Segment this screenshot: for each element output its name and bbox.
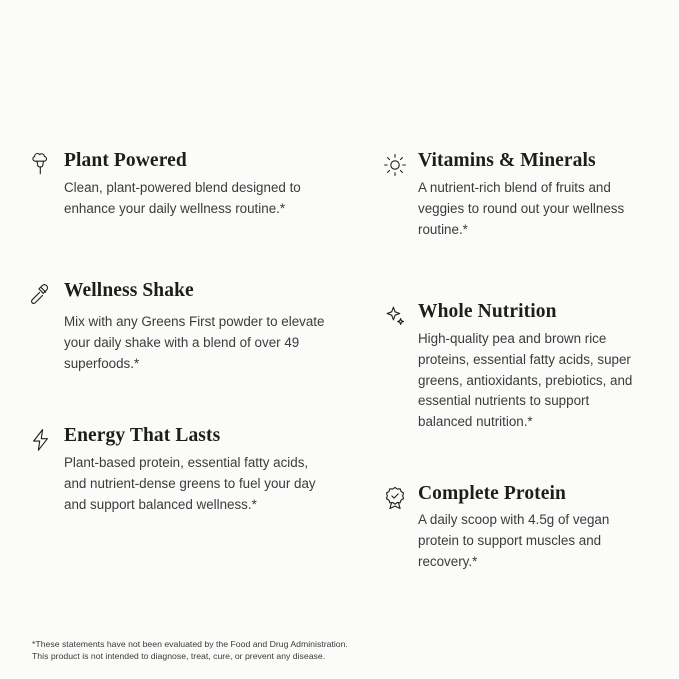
disclaimer-line-1: *These statements have not been evaluated by the Food and Drug Administration. [32, 638, 348, 649]
feature-complete-protein [382, 483, 645, 573]
feature-plant-powered [28, 150, 354, 220]
feature-title: Whole Nutrition [418, 300, 557, 322]
feature-body [64, 425, 354, 516]
feature-title: Energy That Lasts [64, 424, 221, 446]
features-column-left [28, 150, 354, 607]
disclaimer-line-2: This product is not intended to diagnose, treat, cure, or prevent any disease. [32, 651, 326, 662]
feature-title: Wellness Shake [64, 279, 194, 301]
sparkle-icon [382, 301, 418, 329]
feature-whole-nutrition [382, 301, 645, 433]
feature-body [64, 280, 354, 375]
whisk-icon [28, 280, 64, 308]
feature-vitamins-minerals [382, 150, 645, 241]
feature-wellness-shake [28, 280, 354, 375]
feature-description: A nutrient-rich blend of fruits and veggies to round out your wellness routine.* [418, 180, 625, 237]
broccoli-icon [28, 150, 64, 178]
sun-icon [382, 150, 418, 178]
feature-body [418, 150, 645, 241]
feature-title: Plant Powered [64, 150, 187, 171]
feature-title: Vitamins & Minerals [418, 150, 596, 171]
feature-description: Mix with any Greens First powder to elevate your daily shake with a blend of over 49 superfoods.* [64, 314, 325, 371]
feature-body [64, 150, 354, 220]
feature-body [418, 483, 645, 573]
feature-body [418, 301, 645, 433]
feature-description: Plant-based protein, essential fatty acids, and nutrient-dense greens to fuel your day and support balanced wellness.* [64, 455, 316, 512]
feature-description: High-quality pea and brown rice proteins, essential fatty acids, super greens, antioxidants, prebiotics, and essential nutrients to support balanced nutrition.* [418, 331, 633, 430]
feature-energy-that-lasts [28, 425, 354, 516]
feature-title: Complete Protein [418, 482, 566, 504]
badge-check-icon [382, 483, 418, 511]
lightning-bolt-icon [28, 425, 64, 453]
legal-disclaimer [32, 638, 348, 663]
features-column-right [382, 150, 645, 607]
feature-description: Clean, plant-powered blend designed to enhance your daily wellness routine.* [64, 180, 301, 217]
feature-description: A daily scoop with 4.5g of vegan protein to support muscles and recovery.* [418, 512, 610, 569]
features-grid [28, 150, 645, 607]
